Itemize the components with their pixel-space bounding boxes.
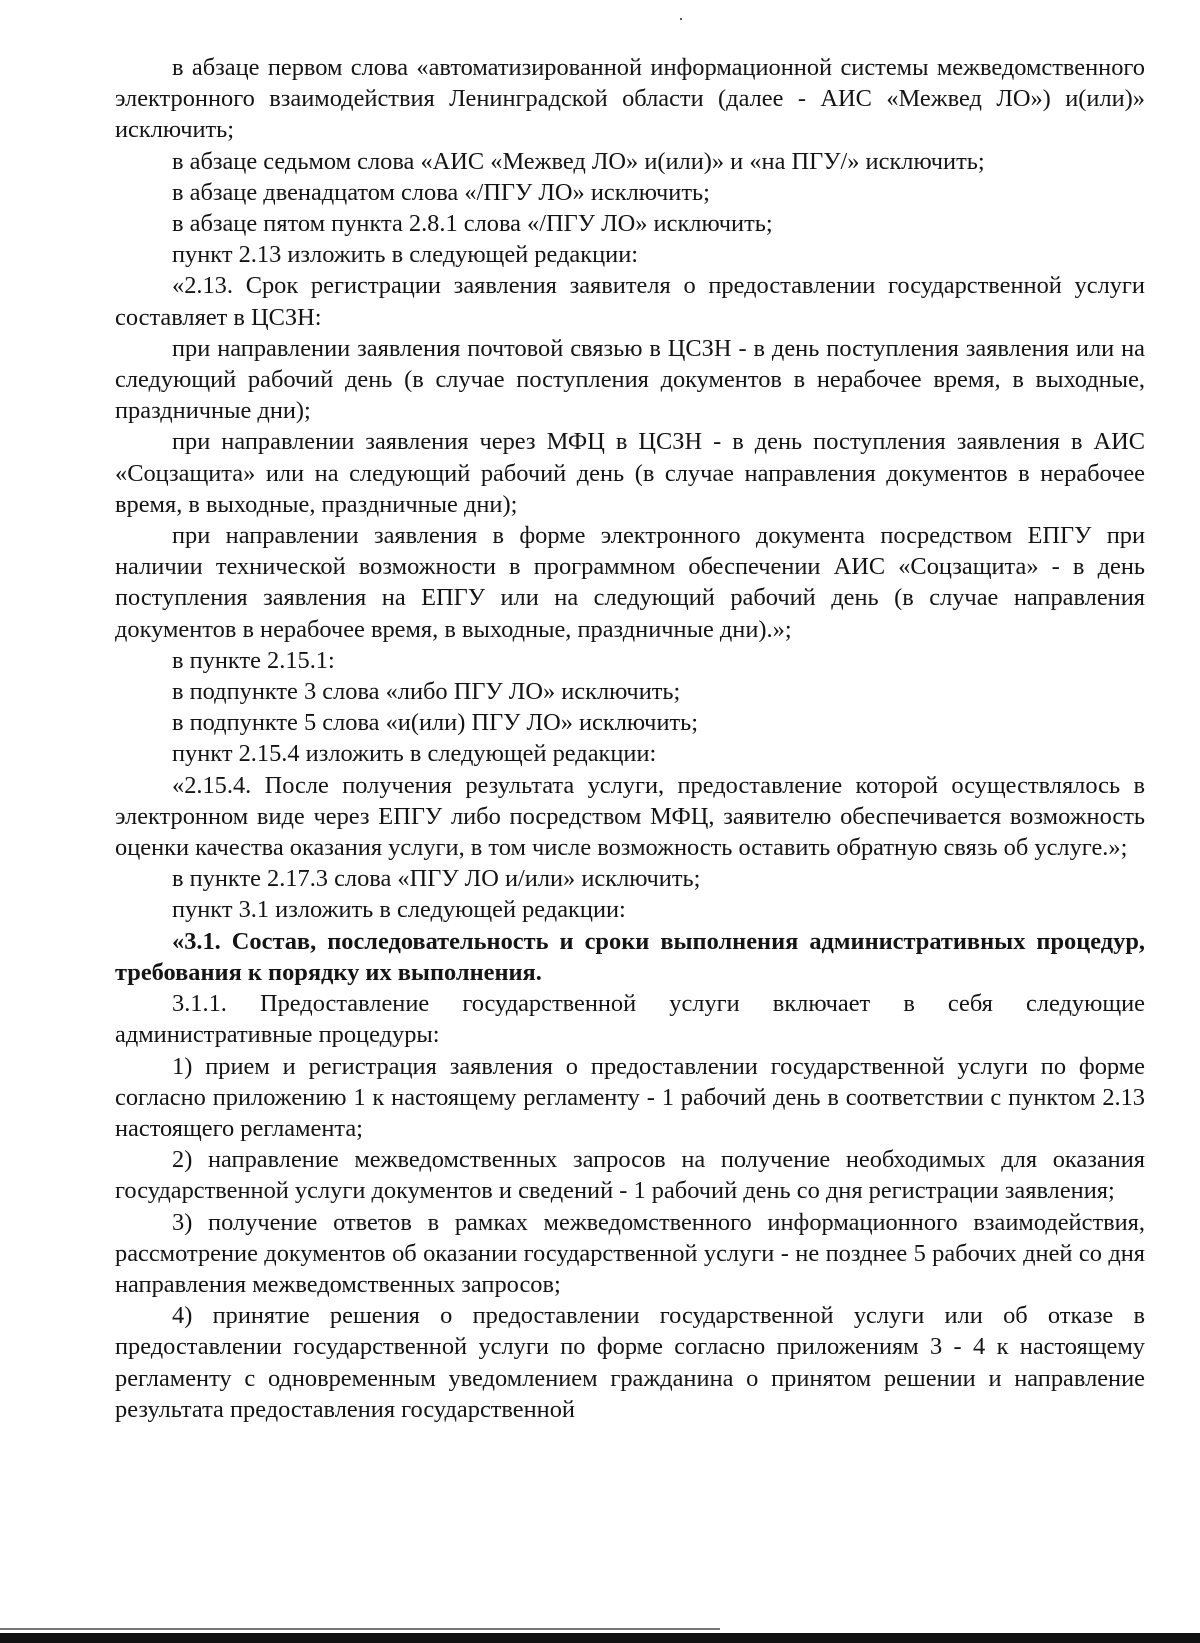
paragraph: в подпункте 3 слова «либо ПГУ ЛО» исключить; [172,678,681,706]
paragraph: при направлении заявления в форме электронного документа посредством ЕПГУ при наличии технической возможности в программном обеспечении АИС «Соцзащита» - в день поступления заявления на ЕПГУ или на следующий рабочий день (в случае направления документов в нерабочее время, в выходные, праздничные дни).»; [115,522,1145,643]
paragraph: при направлении заявления почтовой связью в ЦСЗН - в день поступления заявления или на следующий рабочий день (в случае поступления документов в нерабочее время, в выходные, праздничные дни); [115,334,1145,425]
list-item: 3) получение ответов в рамках межведомственного информационного взаимодействия, рассмотрение документов об оказании государственной услуги - не позднее 5 рабочих дней со дня направления межведомственных запросов; [115,1208,1145,1298]
paragraph: пункт 2.13 изложить в следующей редакции: [172,241,639,269]
paragraph: в пункте 2.15.1: [172,646,335,674]
paragraph: «2.15.4. После получения результата услуги, предоставление которой осуществлялось в электронном виде через ЕПГУ либо посредством МФЦ, заявителю обеспечивается возможность оценки качества оказания услуги, в том числе возможность оставить обратную связь об услуге.»; [115,771,1145,862]
paragraph: пункт 3.1 изложить в следующей редакции: [172,896,626,924]
paragraph: 3.1.1. Предоставление государственной услуги включает в себя следующие административные процедуры: [115,990,1145,1049]
section-heading: «3.1. Состав, последовательность и сроки выполнения административных процедур, требования к порядку их выполнения. [115,927,1145,986]
paragraph: «2.13. Срок регистрации заявления заявителя о предоставлении государственной услуги составляет в ЦСЗН: [115,272,1145,331]
paragraph: в абзаце первом слова «автоматизированной информационной системы межведомственного электронного взаимодействия Ленинградской области (далее - АИС «Межвед ЛО») и(или)» исключить; [115,54,1145,144]
document-body [115,52,1145,1425]
paragraph: в пункте 2.17.3 слова «ПГУ ЛО и/или» исключить; [172,865,701,893]
list-item: 1) прием и регистрация заявления о предоставлении государственной услуги по форме согласно приложению 1 к настоящему регламенту - 1 рабочий день в соответствии с пунктом 2.13 настоящего регламента; [115,1052,1145,1142]
paragraph: пункт 2.15.4 изложить в следующей редакции: [172,740,657,768]
scan-speck [680,18,682,20]
paragraph: в абзаце седьмом слова «АИС «Межвед ЛО» и(или)» и «на ПГУ/» исключить; [172,147,985,175]
paragraph: в абзаце пятом пункта 2.8.1 слова «/ПГУ ЛО» исключить; [172,210,773,238]
paragraph: в абзаце двенадцатом слова «/ПГУ ЛО» исключить; [172,178,710,206]
list-item: 4) принятие решения о предоставлении государственной услуги или об отказе в предоставлении государственной услуги по форме согласно приложениям 3 - 4 к настоящему регламенту с одновременным уведомлением гражданина о принятом решении и направление результата предоставления государственной [115,1302,1145,1423]
list-item: 2) направление межведомственных запросов на получение необходимых для оказания государственной услуги документов и сведений - 1 рабочий день со дня регистрации заявления; [115,1146,1145,1205]
scan-bottom-edge [0,1633,1200,1643]
paragraph: в подпункте 5 слова «и(или) ПГУ ЛО» исключить; [172,709,699,737]
scan-edge-line [0,1628,720,1630]
paragraph: при направлении заявления через МФЦ в ЦСЗН - в день поступления заявления в АИС «Соцзащита» или на следующий рабочий день (в случае направления документов в нерабочее время, в выходные, праздничные дни); [115,428,1145,518]
